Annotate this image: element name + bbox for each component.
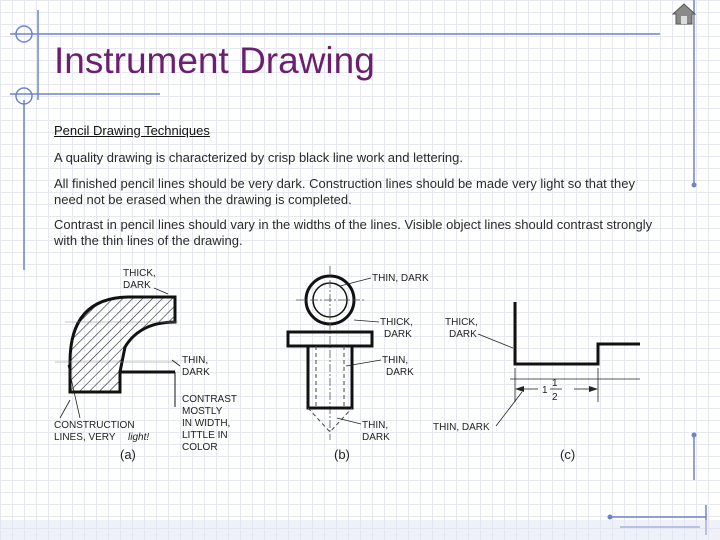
fig-b-thin-bottom-label: THIN, <box>362 420 389 431</box>
fig-b-thin-label-2: DARK <box>386 367 414 378</box>
figure-b <box>288 266 429 462</box>
paragraph-quality: A quality drawing is characterized by crisp black line work and lettering. <box>54 150 463 165</box>
home-icon <box>671 2 697 26</box>
fig-a-construction-light: light! <box>128 432 150 443</box>
fig-b-thick-label: THICK, <box>380 317 413 328</box>
fig-a-contrast-label-3: IN WIDTH, <box>182 418 231 429</box>
fig-a-construction-label-2: LINES, VERY <box>54 432 116 443</box>
paragraph-pencil-lines: All finished pencil lines should be very dark. Construction lines should be made very light so that they need not be erased when the drawing is completed. <box>54 176 635 207</box>
fig-a-thin-label: THIN, <box>182 355 209 366</box>
paragraph-contrast: Contrast in pencil lines should vary in the widths of the lines. Visible object lines should contrast strongly with the thin lines of the drawing. <box>54 217 653 248</box>
figure-a <box>54 268 237 462</box>
fig-c-caption: (c) <box>560 447 576 462</box>
line-technique-figure <box>50 262 650 472</box>
slide-title: Instrument Drawing <box>54 40 375 81</box>
fig-b-thin-label: THIN, <box>382 355 409 366</box>
fig-c-thick-label-2: DARK <box>449 329 477 340</box>
fig-c-thick-label: THICK, <box>445 317 478 328</box>
fig-a-contrast-label-4: LITTLE IN <box>182 430 228 441</box>
fig-a-contrast-label: CONTRAST <box>182 394 237 405</box>
fig-c-dim-den: 2 <box>552 392 558 403</box>
fig-a-caption: (a) <box>120 447 136 462</box>
fig-a-construction-label: CONSTRUCTION <box>54 420 135 431</box>
fig-a-contrast-label-5: COLOR <box>182 442 218 453</box>
fig-b-thin-bottom-label-2: DARK <box>362 432 390 443</box>
figure-c <box>433 302 640 462</box>
fig-a-thin-label-2: DARK <box>182 367 210 378</box>
fig-a-thick-label-2: DARK <box>123 280 151 291</box>
fig-a-thick-label: THICK, <box>123 268 156 279</box>
home-button[interactable] <box>671 2 697 26</box>
section-subtitle: Pencil Drawing Techniques <box>54 123 210 138</box>
fig-b-caption: (b) <box>334 447 350 462</box>
fig-a-contrast-label-2: MOSTLY <box>182 406 223 417</box>
fig-c-dim-whole: 1 <box>542 385 548 396</box>
fig-c-dim-num: 1 <box>552 378 558 389</box>
fig-b-thick-label-2: DARK <box>384 329 412 340</box>
fig-c-thin-label: THIN, DARK <box>433 422 490 433</box>
hatched-section <box>70 297 175 392</box>
fig-b-thin-top-label: THIN, DARK <box>372 273 429 284</box>
